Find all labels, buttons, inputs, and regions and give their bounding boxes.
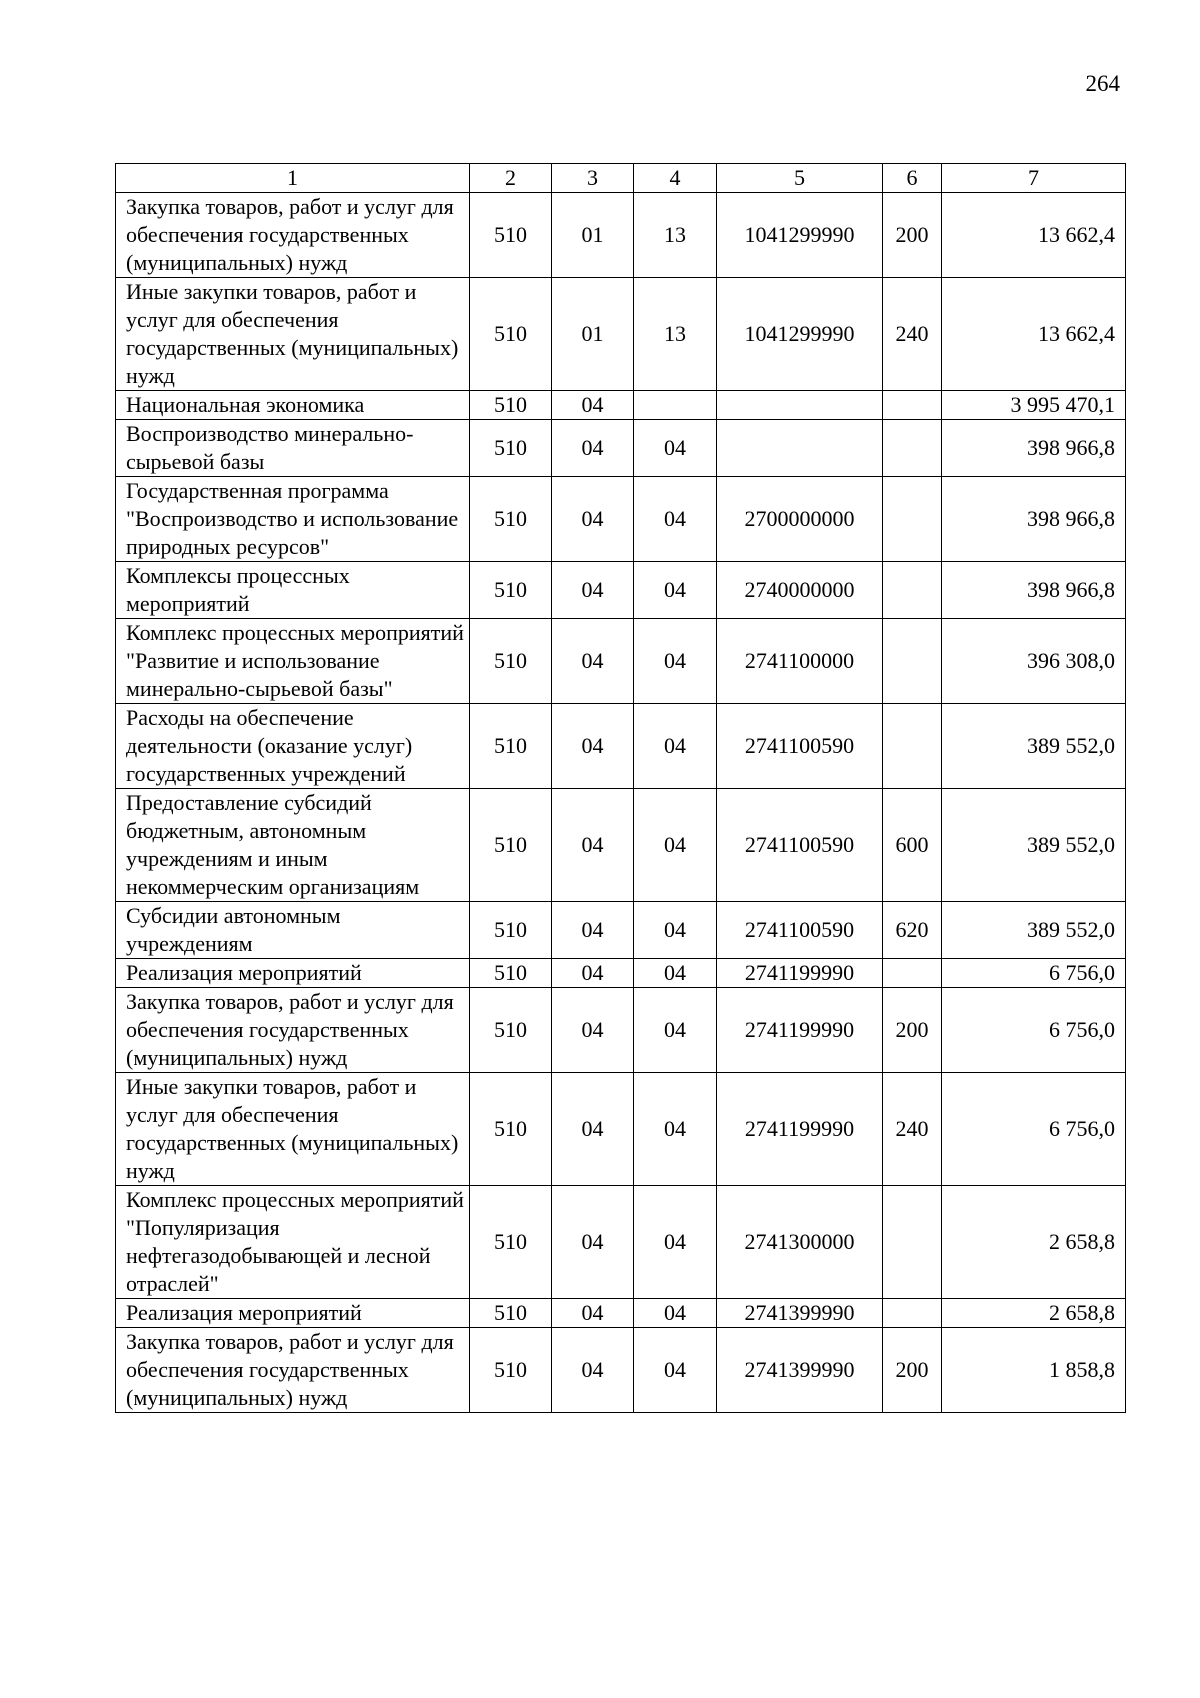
table-header xyxy=(116,164,1126,193)
row-code-4: 04 xyxy=(634,1186,717,1299)
row-code-3: 04 xyxy=(552,704,634,789)
page-number: 264 xyxy=(1085,71,1120,96)
row-amount: 2 658,8 xyxy=(942,1299,1126,1328)
table-row xyxy=(116,1073,1126,1186)
row-code-5: 2741199990 xyxy=(717,959,883,988)
table-row xyxy=(116,477,1126,562)
table-row xyxy=(116,562,1126,619)
row-amount: 396 308,0 xyxy=(942,619,1126,704)
table-body xyxy=(116,193,1126,1413)
row-code-5: 2741100000 xyxy=(717,619,883,704)
header-row xyxy=(116,164,1126,193)
row-amount: 1 858,8 xyxy=(942,1328,1126,1413)
table-row xyxy=(116,278,1126,391)
row-code-6 xyxy=(883,1299,942,1328)
row-name: Комплекс процессных мероприятий "Развитие и использование минерально-сырьевой базы" xyxy=(116,619,470,704)
table-row xyxy=(116,704,1126,789)
header-col-5: 5 xyxy=(717,164,883,193)
table-row xyxy=(116,902,1126,959)
row-code-2: 510 xyxy=(470,902,552,959)
row-code-6: 200 xyxy=(883,193,942,278)
row-name: Расходы на обеспечение деятельности (оказание услуг) государственных учреждений xyxy=(116,704,470,789)
row-name: Закупка товаров, работ и услуг для обеспечения государственных (муниципальных) нужд xyxy=(116,988,470,1073)
row-code-4: 04 xyxy=(634,420,717,477)
row-code-6: 600 xyxy=(883,789,942,902)
row-code-6: 240 xyxy=(883,278,942,391)
row-code-5: 2741399990 xyxy=(717,1328,883,1413)
row-name: Реализация мероприятий xyxy=(116,1299,470,1328)
row-code-3: 01 xyxy=(552,278,634,391)
row-amount: 6 756,0 xyxy=(942,1073,1126,1186)
row-code-5: 2700000000 xyxy=(717,477,883,562)
row-code-3: 04 xyxy=(552,1328,634,1413)
row-code-2: 510 xyxy=(470,959,552,988)
row-code-2: 510 xyxy=(470,1328,552,1413)
row-code-4: 04 xyxy=(634,1328,717,1413)
row-code-3: 04 xyxy=(552,1073,634,1186)
row-name: Иные закупки товаров, работ и услуг для обеспечения государственных (муниципальных) нужд xyxy=(116,278,470,391)
row-code-4: 13 xyxy=(634,278,717,391)
row-code-4: 04 xyxy=(634,1299,717,1328)
row-code-4: 04 xyxy=(634,902,717,959)
row-amount: 13 662,4 xyxy=(942,193,1126,278)
table-row xyxy=(116,420,1126,477)
row-code-6 xyxy=(883,1186,942,1299)
row-code-5: 2741199990 xyxy=(717,988,883,1073)
row-code-3: 04 xyxy=(552,562,634,619)
row-code-2: 510 xyxy=(470,988,552,1073)
row-code-6: 200 xyxy=(883,988,942,1073)
row-amount: 389 552,0 xyxy=(942,902,1126,959)
row-code-2: 510 xyxy=(470,1299,552,1328)
table-row xyxy=(116,1186,1126,1299)
row-amount: 3 995 470,1 xyxy=(942,391,1126,420)
row-code-2: 510 xyxy=(470,1186,552,1299)
row-code-2: 510 xyxy=(470,193,552,278)
row-code-6 xyxy=(883,959,942,988)
row-name: Иные закупки товаров, работ и услуг для обеспечения государственных (муниципальных) нужд xyxy=(116,1073,470,1186)
table-row xyxy=(116,789,1126,902)
row-code-5: 1041299990 xyxy=(717,193,883,278)
row-code-5: 2741300000 xyxy=(717,1186,883,1299)
table-row xyxy=(116,619,1126,704)
row-code-2: 510 xyxy=(470,420,552,477)
row-code-5: 2740000000 xyxy=(717,562,883,619)
row-code-6 xyxy=(883,391,942,420)
budget-table xyxy=(115,163,1126,1413)
row-code-5: 2741199990 xyxy=(717,1073,883,1186)
row-code-4: 04 xyxy=(634,959,717,988)
table-row xyxy=(116,1299,1126,1328)
table-row xyxy=(116,1328,1126,1413)
row-name: Предоставление субсидий бюджетным, автономным учреждениям и иным некоммерческим организациям xyxy=(116,789,470,902)
header-col-7: 7 xyxy=(942,164,1126,193)
header-col-6: 6 xyxy=(883,164,942,193)
row-code-4 xyxy=(634,391,717,420)
row-code-6: 200 xyxy=(883,1328,942,1413)
table-row xyxy=(116,193,1126,278)
row-code-2: 510 xyxy=(470,477,552,562)
row-code-3: 04 xyxy=(552,789,634,902)
row-name: Комплексы процессных мероприятий xyxy=(116,562,470,619)
row-amount: 6 756,0 xyxy=(942,988,1126,1073)
row-code-4: 04 xyxy=(634,988,717,1073)
row-code-5: 1041299990 xyxy=(717,278,883,391)
row-name: Комплекс процессных мероприятий "Популяризация нефтегазодобывающей и лесной отраслей" xyxy=(116,1186,470,1299)
row-code-3: 01 xyxy=(552,193,634,278)
table-row xyxy=(116,959,1126,988)
table-row xyxy=(116,988,1126,1073)
header-col-1: 1 xyxy=(116,164,470,193)
row-code-4: 04 xyxy=(634,789,717,902)
row-code-3: 04 xyxy=(552,420,634,477)
row-code-6: 240 xyxy=(883,1073,942,1186)
row-amount: 13 662,4 xyxy=(942,278,1126,391)
row-code-5: 2741100590 xyxy=(717,902,883,959)
header-col-2: 2 xyxy=(470,164,552,193)
row-code-3: 04 xyxy=(552,988,634,1073)
row-code-5: 2741100590 xyxy=(717,704,883,789)
row-code-3: 04 xyxy=(552,619,634,704)
row-code-2: 510 xyxy=(470,562,552,619)
row-amount: 6 756,0 xyxy=(942,959,1126,988)
row-code-2: 510 xyxy=(470,704,552,789)
row-name: Государственная программа "Воспроизводство и использование природных ресурсов" xyxy=(116,477,470,562)
row-code-6 xyxy=(883,477,942,562)
row-code-5: 2741100590 xyxy=(717,789,883,902)
row-amount: 2 658,8 xyxy=(942,1186,1126,1299)
row-code-5 xyxy=(717,391,883,420)
row-code-3: 04 xyxy=(552,1186,634,1299)
row-amount: 398 966,8 xyxy=(942,477,1126,562)
row-code-4: 04 xyxy=(634,562,717,619)
row-code-5 xyxy=(717,420,883,477)
row-code-4: 13 xyxy=(634,193,717,278)
row-code-2: 510 xyxy=(470,1073,552,1186)
row-name: Реализация мероприятий xyxy=(116,959,470,988)
row-code-3: 04 xyxy=(552,902,634,959)
row-amount: 398 966,8 xyxy=(942,562,1126,619)
table-row xyxy=(116,391,1126,420)
row-amount: 398 966,8 xyxy=(942,420,1126,477)
row-name: Воспроизводство минерально-сырьевой базы xyxy=(116,420,470,477)
row-code-2: 510 xyxy=(470,619,552,704)
row-code-6 xyxy=(883,420,942,477)
row-code-2: 510 xyxy=(470,789,552,902)
row-code-4: 04 xyxy=(634,619,717,704)
row-code-6 xyxy=(883,619,942,704)
row-name: Закупка товаров, работ и услуг для обеспечения государственных (муниципальных) нужд xyxy=(116,193,470,278)
row-code-3: 04 xyxy=(552,391,634,420)
row-name: Субсидии автономным учреждениям xyxy=(116,902,470,959)
row-code-4: 04 xyxy=(634,477,717,562)
row-code-4: 04 xyxy=(634,704,717,789)
row-code-6 xyxy=(883,562,942,619)
row-code-6 xyxy=(883,704,942,789)
row-code-3: 04 xyxy=(552,477,634,562)
row-code-2: 510 xyxy=(470,391,552,420)
row-name: Национальная экономика xyxy=(116,391,470,420)
header-col-3: 3 xyxy=(552,164,634,193)
row-code-2: 510 xyxy=(470,278,552,391)
row-amount: 389 552,0 xyxy=(942,789,1126,902)
row-code-3: 04 xyxy=(552,959,634,988)
row-name: Закупка товаров, работ и услуг для обеспечения государственных (муниципальных) нужд xyxy=(116,1328,470,1413)
row-code-3: 04 xyxy=(552,1299,634,1328)
row-code-6: 620 xyxy=(883,902,942,959)
row-code-4: 04 xyxy=(634,1073,717,1186)
row-amount: 389 552,0 xyxy=(942,704,1126,789)
header-col-4: 4 xyxy=(634,164,717,193)
row-code-5: 2741399990 xyxy=(717,1299,883,1328)
